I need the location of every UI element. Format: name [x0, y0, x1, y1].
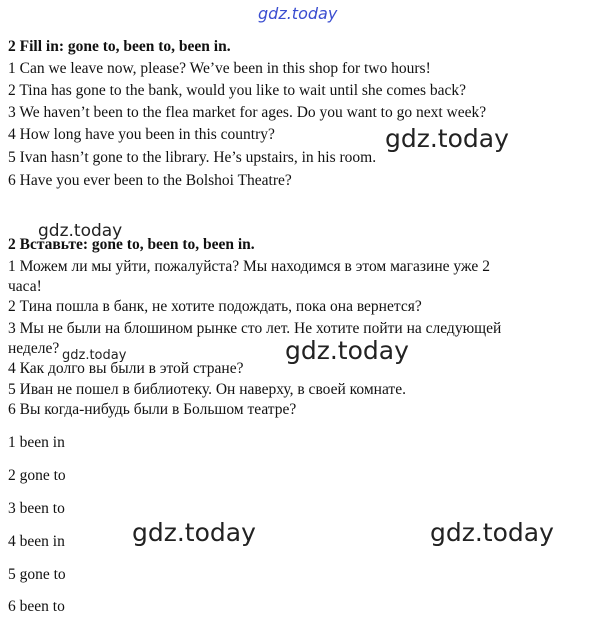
- watermark-russian-mid: gdz.today: [285, 336, 409, 365]
- answer-item: 5 gone to: [8, 566, 66, 583]
- watermark-top: gdz.today: [258, 4, 338, 23]
- watermark-russian-heading: gdz.today: [38, 221, 123, 241]
- russian-item: 2 Тина пошла в банк, не хотите подождать, пока она вернется?: [8, 298, 422, 315]
- watermark-answers-left: gdz.today: [132, 518, 256, 547]
- answer-item: 3 been to: [8, 500, 65, 517]
- answer-item: 6 been to: [8, 598, 65, 615]
- russian-item: часа!: [8, 278, 42, 295]
- russian-item: неделе?: [8, 340, 60, 357]
- english-heading: 2 Fill in: gone to, been to, been in.: [8, 38, 231, 55]
- answer-item: 4 been in: [8, 533, 65, 550]
- russian-item: 5 Иван не пошел в библиотеку. Он наверху, в своей комнате.: [8, 381, 406, 398]
- answer-item: 2 gone to: [8, 467, 66, 484]
- russian-item: 1 Можем ли мы уйти, пожалуйста? Мы находимся в этом магазине уже 2: [8, 258, 490, 275]
- english-item: 4 How long have you been in this country?: [8, 126, 275, 143]
- english-item: 1 Can we leave now, please? We’ve been in this shop for two hours!: [8, 60, 431, 77]
- watermark-answers-right: gdz.today: [430, 518, 554, 547]
- answer-item: 1 been in: [8, 434, 65, 451]
- english-item: 5 Ivan hasn’t gone to the library. He’s upstairs, in his room.: [8, 149, 377, 166]
- watermark-english: gdz.today: [385, 124, 509, 153]
- russian-heading: 2 Вставьте: gone to, been to, been in.: [8, 236, 255, 253]
- russian-item: 3 Мы не были на блошином рынке сто лет. Не хотите пойти на следующей: [8, 320, 502, 337]
- watermark-russian-small: gdz.today: [62, 348, 127, 363]
- english-item: 2 Tina has gone to the bank, would you like to wait until she comes back?: [8, 82, 467, 99]
- russian-item: 6 Вы когда-нибудь были в Большом театре?: [8, 401, 297, 418]
- english-item: 3 We haven’t been to the flea market for ages. Do you want to go next week?: [8, 104, 487, 121]
- english-item: 6 Have you ever been to the Bolshoi Theatre?: [8, 172, 292, 189]
- russian-item: 4 Как долго вы были в этой стране?: [8, 360, 244, 377]
